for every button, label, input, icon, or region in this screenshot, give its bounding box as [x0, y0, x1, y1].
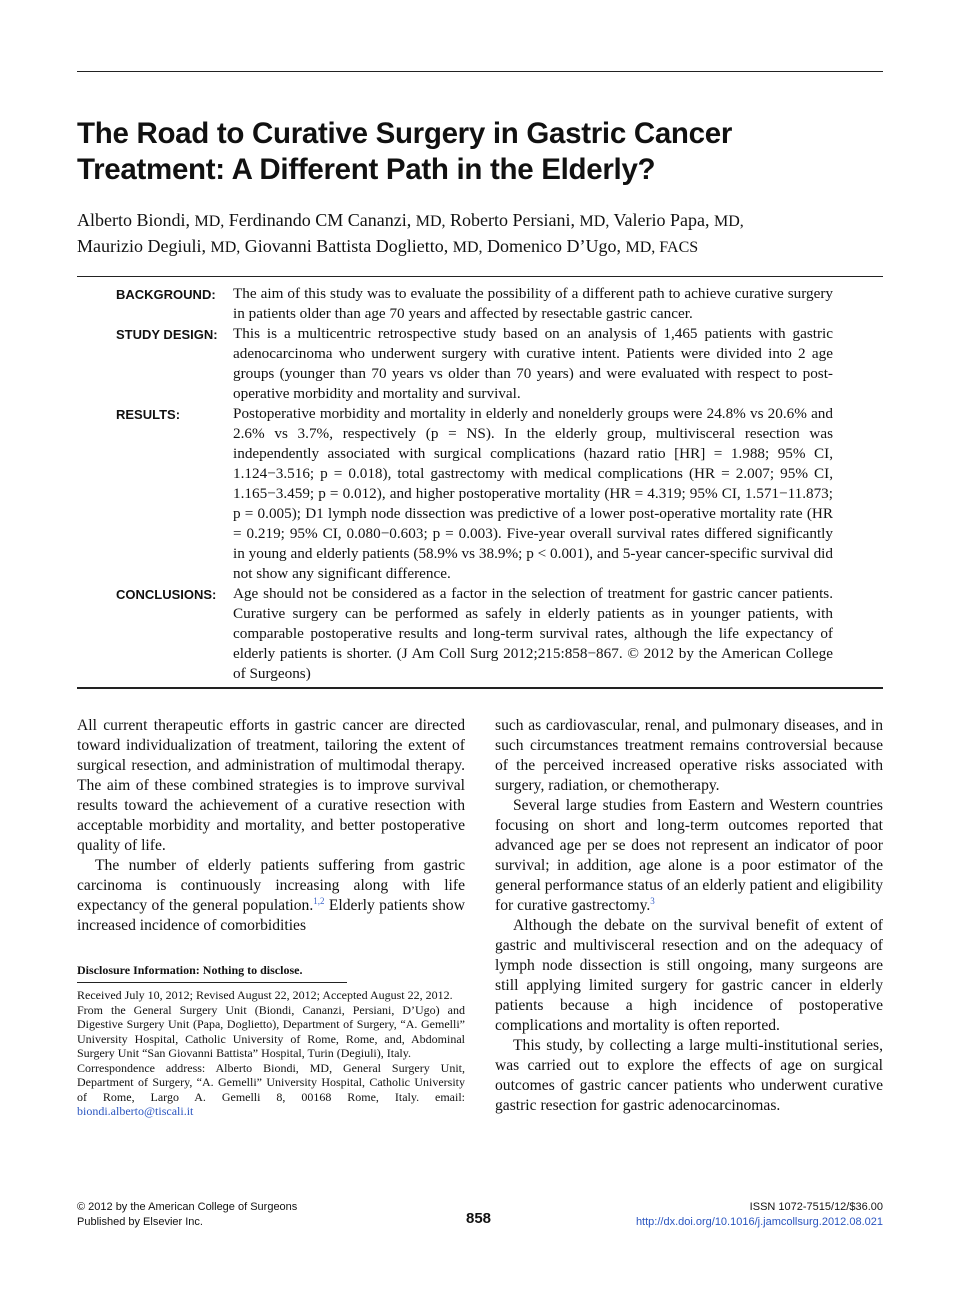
abstract-bottom-rule	[77, 687, 883, 689]
abstract-top-rule	[77, 276, 883, 277]
body-column-left	[77, 716, 465, 936]
abstract-section-conclusions	[77, 584, 883, 684]
author-name: Alberto Biondi,	[77, 210, 190, 230]
body-text: The number of elderly patients suffering from gastric carcinoma is continuously increasing along with life expectancy of the general population.	[77, 857, 465, 914]
author-line-2	[77, 234, 883, 260]
citation-link[interactable]: 3	[650, 895, 655, 906]
footer-right	[636, 1200, 883, 1230]
disclosure-title: Disclosure Information: Nothing to disclose.	[77, 963, 347, 983]
page-number: 858	[466, 1210, 492, 1227]
abstract-label: RESULTS:	[116, 407, 181, 422]
abstract-label: CONCLUSIONS:	[116, 587, 217, 602]
body-paragraph: such as cardiovascular, renal, and pulmonary diseases, and in such circumstances treatment remains controversial because of the perceived increased operative risks associated with surgery, radiation, or chemotherapy.	[495, 717, 883, 794]
abstract-label: BACKGROUND:	[116, 287, 216, 302]
body-paragraph: All current therapeutic efforts in gastric cancer are directed toward individualization of treatment, tailoring the extent of surgical resection, and administration of multimodal therapy. The aim of these combined strategies is to improve survival results toward the achievement of a curative resection with acceptable morbidity and mortality, and better postoperative quality of life.	[77, 717, 465, 854]
copyright: © 2012 by the American College of Surgeons	[77, 1201, 298, 1213]
body-paragraph: This study, by collecting a large multi-institutional series, was carried out to explore the effects of age on surgical outcomes of gastric cancer patients who underwent curative gastric resection for gastric adenocarcinomas.	[495, 1037, 883, 1114]
abstract-text: Age should not be considered as a factor in the selection of treatment for gastric cancer patients. Curative surgery can be performed as safely in elderly patients as in younger patients, with comparable postoperative results and long-term survival rates, although the life expectancy of elderly patients is shorter. (J Am Coll Surg 2012;215:858−867. © 2012 by the American College of Surgeons)	[233, 585, 833, 682]
abstract-section-study-design	[77, 324, 883, 404]
disclosure-note	[77, 963, 465, 983]
abstract-label: STUDY DESIGN:	[116, 327, 218, 342]
affiliation: From the General Surgery Unit (Biondi, Cananzi, Persiani, D’Ugo) and Digestive Surgery Unit (Papa, Doglietto), Department of Surgery, “A. Gemelli” University Hospital, Catholic University of Rome, Rome, and, Abdominal Surgery Unit “San Giovanni Battista” Hospital, Turin (Degiuli), Italy.	[77, 1002, 465, 1060]
abstract-section-results	[77, 404, 883, 584]
correspondence	[77, 1061, 465, 1119]
author-name: Roberto Persiani,	[450, 210, 576, 230]
doi-link[interactable]: http://dx.doi.org/10.1016/j.jamcollsurg.2012.08.021	[635, 1216, 883, 1228]
author-degree: MD,	[713, 213, 744, 230]
author-name: Ferdinando CM Cananzi,	[228, 210, 412, 230]
body-column-right	[495, 716, 883, 1116]
article-title	[77, 116, 877, 188]
author-name: Valerio Papa,	[613, 210, 710, 230]
author-degree: MD,	[210, 239, 241, 256]
body-paragraph	[495, 796, 883, 916]
abstract-text: Postoperative morbidity and mortality in elderly and nonelderly groups were 24.8% vs 20.6% and 2.6% vs 3.7%, respectively (p = NS). In the elderly group, multivisceral resection was independently associated with surgical complications (hazard ratio [HR] = 1.988; 95% CI, 1.124−3.516; p = 0.018), total gastrectomy with medical complications (HR = 2.007; 95% CI, 1.165−3.459; p = 0.012), and higher postoperative mortality (HR = 4.319; 95% CI, 1.571−11.873; p = 0.005); D1 lymph node dissection was predictive of a lower post-operative mortality rate (HR = 0.219; 95% CI, 0.080−0.603; p = 0.003). Five-year overall survival rates differed significantly in young and elderly patients (58.9% vs 38.9%; p < 0.001), and 5-year cancer-specific survival did not show any significant difference.	[233, 405, 833, 582]
author-name: Maurizio Degiuli,	[77, 236, 206, 256]
body-paragraph: Although the debate on the survival benefit of extent of gastric and multivisceral resection and on the adequacy of lymph node dissection is still ongoing, many surgeons are still applying limited surgery for gastric cancer in elderly patients because a high incidence of postoperative complications and mortality is often reported.	[495, 917, 883, 1034]
title-line-1: The Road to Curative Surgery in Gastric Cancer	[77, 117, 733, 150]
email-link[interactable]: biondi.alberto@tiscali.it	[77, 1104, 194, 1118]
author-degree: MD,	[579, 213, 610, 230]
author-line-1	[77, 208, 883, 234]
correspondence-text: Correspondence address: Alberto Biondi, MD, General Surgery Unit, Department of Surgery, “A. Gemelli” University Hospital, Catholic University of Rome, Largo A. Gemelli 8, 00168 Rome, Italy. email:	[77, 1060, 465, 1104]
body-text: Elderly patients show increased incidence of comorbidities	[77, 897, 465, 934]
author-list	[77, 208, 883, 260]
author-degree: MD, FACS	[625, 239, 699, 256]
author-name: Domenico D’Ugo,	[487, 236, 622, 256]
body-text: Several large studies from Eastern and Western countries focusing on short and long-term outcomes reported that advanced age per se does not represent an indicator of poor survival; in addition, age alone is a poor estimator of the general performance status of an elderly patient and eligibility for curative gastrectomy.	[495, 797, 883, 914]
author-degree: MD,	[415, 213, 446, 230]
received-dates: Received July 10, 2012; Revised August 22, 2012; Accepted August 22, 2012.	[77, 988, 453, 1002]
top-rule	[77, 71, 883, 72]
title-line-2: Treatment: A Different Path in the Elderly?	[77, 153, 656, 186]
abstract	[77, 284, 883, 684]
footer-left	[77, 1200, 297, 1230]
author-degree: MD,	[194, 213, 225, 230]
publisher: Published by Elsevier Inc.	[77, 1216, 203, 1228]
abstract-text: The aim of this study was to evaluate the possibility of a different path to achieve curative surgery in patients older than age 70 years and affected by resectable gastric cancer.	[233, 285, 833, 322]
issn: ISSN 1072-7515/12/$36.00	[749, 1201, 883, 1213]
author-name: Giovanni Battista Doglietto,	[244, 236, 449, 256]
footnotes	[77, 988, 465, 1119]
citation-link[interactable]: 1,2	[313, 895, 325, 906]
body-paragraph	[77, 856, 465, 936]
abstract-section-background	[77, 284, 883, 324]
author-degree: MD,	[452, 239, 483, 256]
abstract-text: This is a multicentric retrospective study based on an analysis of 1,465 patients with gastric adenocarcinoma who underwent surgery with curative intent. Patients were divided into 2 age groups (younger than 70 years vs older than 70 years) and were evaluated with respect to post-operative morbidity and mortality and survival.	[233, 325, 833, 402]
